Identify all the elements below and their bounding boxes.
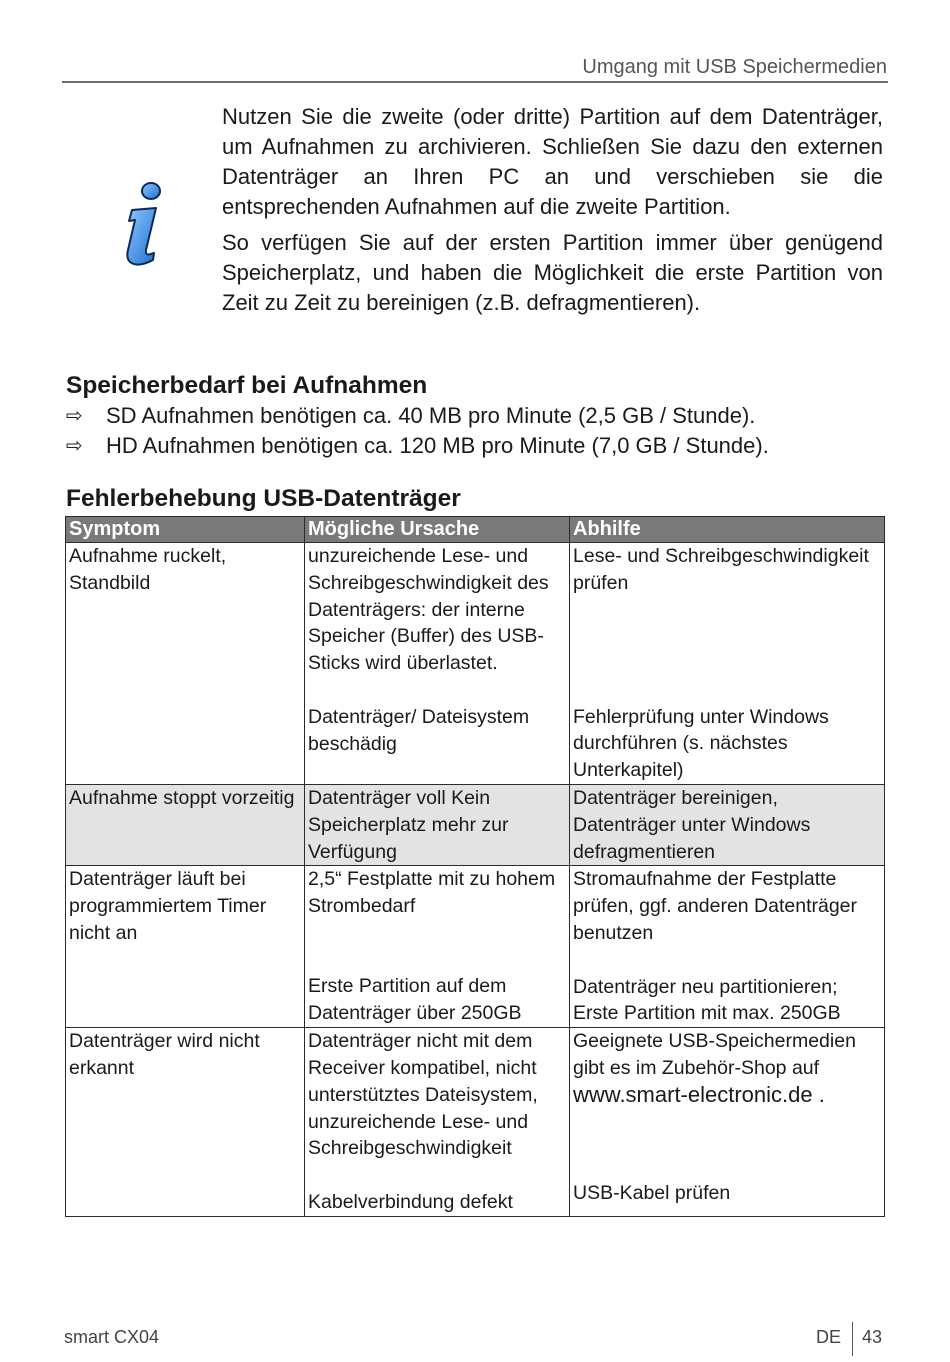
symptom-cell: Aufnahme stoppt vorzeitig [66, 784, 305, 865]
storage-heading: Speicherbedarf bei Aufnahmen [66, 372, 428, 399]
note-paragraph: Nutzen Sie die zweite (oder dritte) Partition auf dem Datenträger, um Aufnahmen zu archivieren. Schließen Sie dazu den externen Datenträger an Ihren PC an und verschieben sie die entsprechenden Aufnahmen auf die zweite Partition. [222, 104, 883, 219]
remedy-cell: Datenträger bereinigen, Datenträger unter Windows defragmentieren [570, 784, 885, 865]
column-header: Abhilfe [570, 517, 885, 543]
cause-text: unzureichende Lese- und Schreibgeschwindigkeit des Datenträgers: der interne Speicher (Buffer) des USB-Sticks wird überlastet. [308, 545, 549, 675]
symptom-cell: Datenträger wird nicht erkannt [66, 1028, 305, 1217]
info-icon [118, 180, 170, 270]
list-item [66, 401, 886, 431]
remedy-text: Lese- und Schreibgeschwindigkeit prüfen [573, 545, 869, 594]
remedy-cell [570, 543, 885, 785]
page-number: 43 [862, 1327, 883, 1347]
note-paragraph: So verfügen Sie auf der ersten Partition immer über genügend Speicherplatz, und haben die Möglichkeit die erste Partition von Zeit zu Zeit zu bereinigen (z.B. defragmentieren). [222, 230, 883, 315]
remedy-cell [570, 1028, 885, 1217]
cause-text: Kabelverbindung defekt [308, 1190, 513, 1213]
cause-cell [305, 1028, 570, 1217]
list-item-text: HD Aufnahmen benötigen ca. 120 MB pro Minute (7,0 GB / Stunde). [106, 433, 769, 458]
footer-model: smart CX04 [64, 1327, 160, 1347]
table-row [66, 543, 885, 785]
remedy-text: Stromaufnahme der Festplatte prüfen, ggf. anderen Datenträger benutzen [573, 868, 858, 944]
remedy-text: USB-Kabel prüfen [573, 1181, 731, 1204]
column-header: Mögliche Ursache [305, 517, 570, 543]
running-header: Umgang mit USB Speichermedien [582, 56, 887, 78]
cause-cell [305, 543, 570, 785]
cause-text: 2,5“ Festplatte mit zu hohem Strombedarf [308, 868, 556, 918]
cause-cell [305, 866, 570, 1028]
list-item-text: SD Aufnahmen benötigen ca. 40 MB pro Minute (2,5 GB / Stunde). [106, 403, 756, 428]
symptom-cell: Aufnahme ruckelt, Standbild [66, 543, 305, 785]
troubleshooting-table [65, 516, 885, 1217]
remedy-text: Fehlerprüfung unter Windows durchführen (s. nächstes Unterkapitel) [573, 705, 829, 782]
table-row [66, 1028, 885, 1217]
remedy-text: Geeignete USB-Speichermedien gibt es im Zubehör-Shop auf [573, 1030, 856, 1079]
cause-cell: Datenträger voll Kein Speicherplatz mehr zur Verfügung [305, 784, 570, 865]
table-header-row [66, 517, 885, 543]
table-row [66, 866, 885, 1028]
info-note [222, 102, 883, 324]
arrow-right-icon: ⇨ [66, 405, 83, 427]
storage-list [66, 401, 886, 461]
symptom-cell: Datenträger läuft bei programmiertem Timer nicht an [66, 866, 305, 1028]
header-divider [62, 81, 888, 83]
footer-divider [852, 1322, 853, 1356]
troubleshooting-heading: Fehlerbehebung USB-Datenträger [66, 485, 461, 512]
remedy-cell [570, 866, 885, 1028]
cause-text: Datenträger/ Dateisystem beschädig [308, 705, 530, 755]
table-row [66, 784, 885, 865]
list-item [66, 431, 886, 461]
remedy-text: Datenträger neu partitionieren; Erste Partition mit max. 250GB [573, 975, 841, 1025]
shop-url-text: www.smart-electronic.de . [573, 1081, 825, 1107]
footer-language: DE [816, 1327, 842, 1347]
cause-text: Erste Partition auf dem Datenträger über 250GB [308, 974, 522, 1024]
column-header: Symptom [66, 517, 305, 543]
cause-text: Datenträger nicht mit dem Receiver kompatibel, nicht unterstütztes Dateisystem, unzureichende Lese- und Schreibgeschwindigkeit [308, 1030, 538, 1160]
arrow-right-icon: ⇨ [66, 435, 83, 457]
